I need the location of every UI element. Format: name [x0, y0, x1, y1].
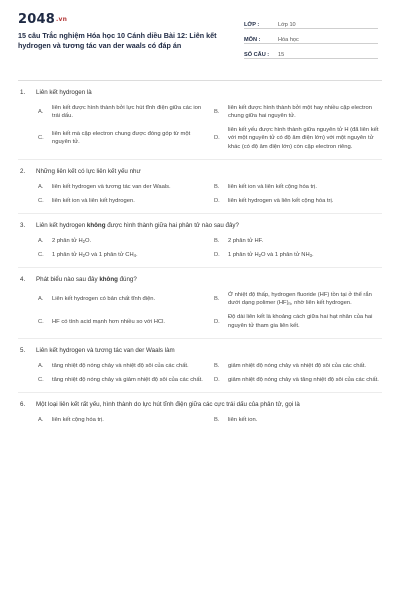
- question-text: [18, 401, 382, 409]
- option-letter: A.: [38, 109, 44, 116]
- option-d[interactable]: [214, 197, 382, 205]
- question-stem: Liên kết hydrogen và tương tác van der Waals làm: [36, 346, 175, 354]
- option-letter: A.: [38, 237, 44, 244]
- formula-part: Ở nhiệt độ thấp, hydrogen fluoride (HF) tồn tại ở thể rắn dưới dạng polimer (HF): [228, 292, 372, 307]
- question-number: 4.: [20, 276, 26, 284]
- question-text: [18, 168, 382, 176]
- question-text: [18, 347, 382, 355]
- question-number: 3.: [20, 221, 26, 229]
- option-letter: B.: [214, 362, 220, 369]
- question-stem-after: đúng?: [117, 276, 137, 284]
- formula-part: O và 1 phân tử NH: [260, 252, 310, 259]
- question-stem: Liên kết hydrogen là: [36, 89, 92, 96]
- option-letter: C.: [38, 376, 44, 383]
- formula-subscript: 2: [82, 253, 85, 259]
- formula-part: 1 phân tử H: [228, 252, 259, 259]
- option-d[interactable]: [214, 376, 382, 384]
- option-b[interactable]: [214, 104, 382, 120]
- option-text: 2 phân tử HF.: [228, 237, 264, 244]
- option-a[interactable]: [38, 183, 206, 191]
- meta-key: LỚP :: [244, 22, 260, 28]
- question-divider: [18, 267, 382, 268]
- option-letter: B.: [214, 183, 220, 190]
- question-number: 5.: [20, 346, 26, 354]
- option-text: giảm nhiệt độ nóng chảy và nhiệt độ sôi của các chất.: [228, 362, 366, 369]
- option-c[interactable]: [38, 376, 206, 384]
- question-3: [18, 222, 382, 268]
- option-text: tăng nhiệt độ nóng chảy và nhiệt độ sôi của các chất.: [52, 362, 189, 369]
- option-d[interactable]: [214, 251, 382, 259]
- question-number: 1.: [20, 89, 26, 96]
- option-a[interactable]: [38, 362, 206, 370]
- formula-part: 2 phân tử H: [52, 237, 83, 244]
- option-list: [18, 291, 382, 329]
- question-5: [18, 347, 382, 393]
- option-letter: B.: [214, 417, 220, 424]
- meta-row-count: [244, 46, 378, 59]
- option-letter: D.: [214, 135, 220, 142]
- option-letter: D.: [214, 318, 220, 325]
- question-1: [18, 89, 382, 160]
- option-list: [18, 416, 382, 424]
- question-stem: Một loại liên kết rất yếu, hình thành do lực hút tĩnh điện giữa các cực trái dấu của phân tử, gọi là: [36, 400, 300, 408]
- option-text: liên kết hydrogen và liên kết cộng hóa trị.: [228, 197, 334, 204]
- option-text: liên kết được hình thành bởi lực hút tĩnh điện giữa các ion trái dấu.: [52, 105, 202, 120]
- option-list: [18, 237, 382, 259]
- logo-sub: .vn: [55, 16, 68, 23]
- option-text: tăng nhiệt độ nóng chảy và giảm nhiệt độ sôi của các chất.: [52, 376, 203, 383]
- question-divider: [18, 338, 382, 339]
- meta-key: MÔN :: [244, 37, 261, 43]
- header-divider: [18, 80, 382, 81]
- question-stem-before: Liên kết hydrogen: [36, 221, 87, 229]
- option-text: Độ dài liên kết là khoảng cách giữa hai hạt nhân của hai nguyên tử tham gia liên kết.: [228, 314, 373, 329]
- question-divider: [18, 213, 382, 214]
- option-letter: B.: [214, 237, 220, 244]
- option-text: giảm nhiệt độ nóng chảy và tăng nhiệt độ sôi của các chất.: [228, 376, 379, 383]
- question-stem: Những liên kết có lực liên kết yếu như: [36, 167, 141, 175]
- option-b[interactable]: [214, 183, 382, 191]
- formula-subscript: 2: [82, 238, 85, 244]
- option-a[interactable]: [38, 237, 206, 245]
- option-list: [18, 362, 382, 384]
- formula-part: O.: [84, 237, 92, 244]
- option-a[interactable]: [38, 104, 206, 120]
- question-4: [18, 276, 382, 339]
- option-text: Liên kết hydrogen có bản chất tĩnh điện.: [52, 296, 156, 303]
- formula-subscript: 3: [309, 253, 312, 259]
- option-c[interactable]: [38, 251, 206, 259]
- formula-part: , nhờ liên kết hydrogen.: [290, 300, 352, 307]
- option-letter: A.: [38, 417, 44, 424]
- question-text: [18, 89, 382, 97]
- option-text: liên kết yếu được hình thành giữa nguyên tử H (đã liên kết với một nguyên tử có độ âm điện lớn) với một nguyên tử khác (có độ âm điện lớn) còn cặp electron riêng.: [228, 127, 379, 150]
- meta-row-class: [244, 16, 378, 29]
- option-text: liên kết cộng hóa trị.: [52, 417, 104, 424]
- question-6: [18, 401, 382, 424]
- formula-part: O và 1 phân tử CH: [84, 252, 134, 259]
- meta-value: 15: [278, 52, 285, 58]
- meta-key: SỐ CÂU :: [244, 52, 270, 58]
- option-text: liên kết được hình thành bởi một hay nhiều cặp electron chung giữa hai nguyên tử.: [228, 105, 372, 120]
- option-text: [52, 251, 206, 259]
- option-text: liên kết ion và liên kết cộng hóa trị.: [228, 183, 317, 190]
- option-letter: A.: [38, 183, 44, 190]
- option-text: [52, 237, 206, 245]
- question-stem-emphasis: không: [99, 276, 118, 284]
- option-text: liên kết mà cặp electron chung được đóng góp từ một nguyên tử.: [52, 131, 191, 146]
- question-2: [18, 168, 382, 214]
- option-letter: C.: [38, 197, 44, 204]
- option-d[interactable]: [214, 126, 382, 150]
- meta-value: Hóa học: [278, 37, 299, 43]
- option-c[interactable]: [38, 197, 206, 205]
- option-list: [18, 183, 382, 205]
- formula-subscript: 2: [258, 253, 261, 259]
- option-b[interactable]: [214, 291, 382, 307]
- logo-main: 2048: [18, 12, 55, 27]
- option-letter: B.: [214, 296, 220, 303]
- option-text: [228, 291, 382, 307]
- question-text: [18, 222, 382, 230]
- option-text: liên kết hydrogen và tương tác van der Waals.: [52, 183, 171, 190]
- option-a[interactable]: [38, 416, 206, 424]
- option-letter: C.: [38, 318, 44, 325]
- formula-part: .: [136, 252, 138, 259]
- option-letter: D.: [214, 252, 220, 259]
- option-letter: A.: [38, 362, 44, 369]
- formula-subscript: 4: [133, 253, 136, 259]
- option-letter: C.: [38, 135, 44, 142]
- option-letter: A.: [38, 296, 44, 303]
- question-stem-emphasis: không: [86, 221, 106, 229]
- meta-panel: [244, 16, 378, 61]
- option-b[interactable]: [214, 362, 382, 370]
- question-number: 6.: [20, 400, 26, 408]
- question-text: [18, 276, 382, 284]
- formula-part: .: [312, 252, 314, 259]
- option-b[interactable]: [214, 416, 382, 424]
- option-text: [228, 251, 382, 259]
- document-title: 15 câu Trắc nghiệm Hóa học 10 Cánh diều Bài 12: Liên kết hydrogen và tương tác van der waals có đáp án: [18, 31, 217, 50]
- question-stem-before: Phát biểu nào sau đây: [36, 276, 100, 284]
- option-b[interactable]: [214, 237, 382, 245]
- option-text: HF có tính acid mạnh hơn nhiều so với HCl.: [52, 318, 165, 325]
- formula-subscript: n: [288, 301, 291, 307]
- option-text: liên kết ion và liên kết hydrogen.: [52, 197, 135, 204]
- option-c[interactable]: [38, 126, 206, 150]
- option-letter: D.: [214, 376, 220, 383]
- option-list: [18, 104, 382, 151]
- meta-row-subject: [244, 31, 378, 44]
- formula-part: 1 phân tử H: [52, 252, 83, 259]
- question-divider: [18, 159, 382, 160]
- option-letter: C.: [38, 252, 44, 259]
- meta-value: Lớp 10: [278, 22, 296, 28]
- option-text: liên kết ion.: [228, 417, 258, 424]
- option-a[interactable]: [38, 291, 206, 307]
- question-number: 2.: [20, 167, 26, 175]
- document-header: [18, 12, 382, 74]
- question-stem-after: được hình thành giữa hai phân tử nào sau đây?: [105, 221, 239, 229]
- option-letter: B.: [214, 109, 220, 116]
- option-d[interactable]: [214, 313, 382, 329]
- option-letter: D.: [214, 197, 220, 204]
- option-c[interactable]: [38, 313, 206, 329]
- question-divider: [18, 392, 382, 393]
